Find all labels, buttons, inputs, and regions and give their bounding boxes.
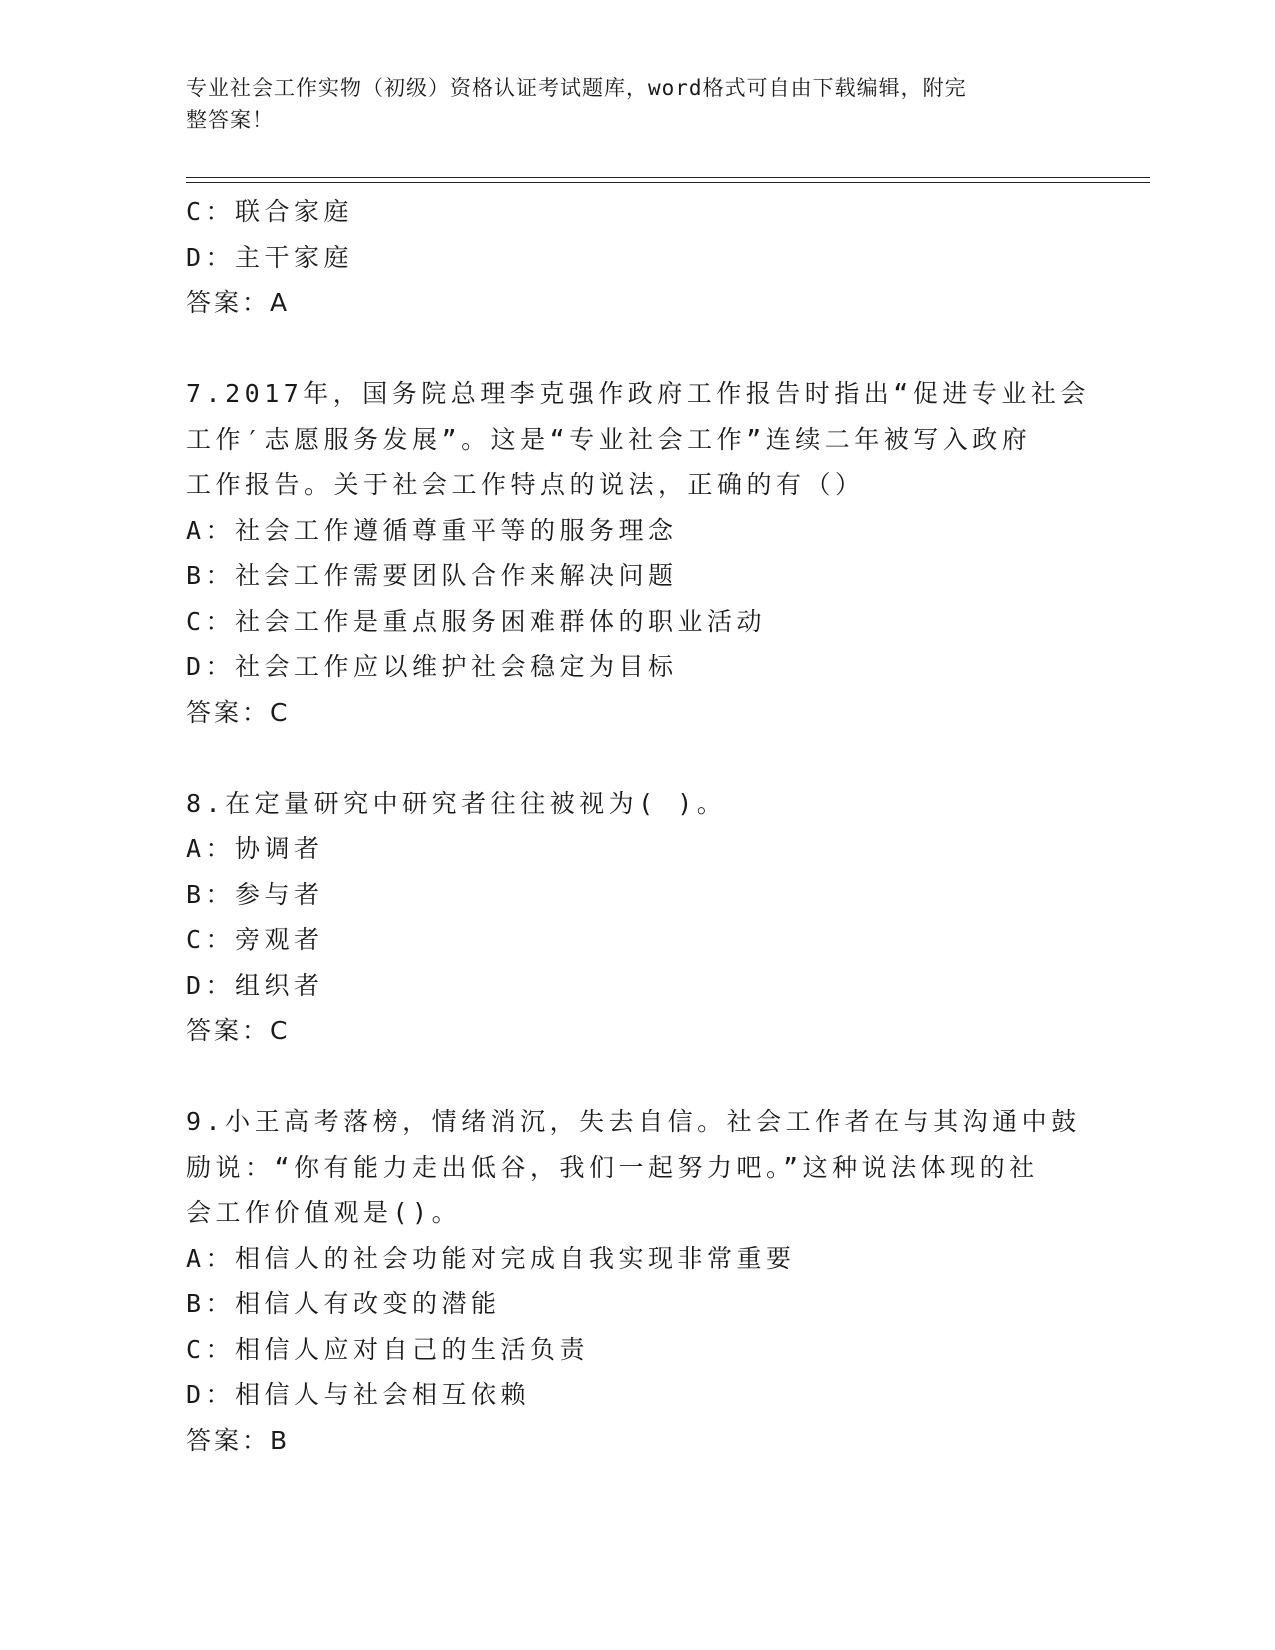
option-d: D：主干家庭 xyxy=(186,242,354,272)
question-stem: 8.在定量研究中研究者往往被视为( )。 xyxy=(186,788,727,818)
question-6-tail xyxy=(186,189,1086,326)
option-b: B：相信人有改变的潜能 xyxy=(186,1289,501,1318)
option-c: C：社会工作是重点服务困难群体的职业活动 xyxy=(186,606,767,636)
header-line-1: 专业社会工作实物（初级）资格认证考试题库，word格式可自由下载编辑，附完 xyxy=(186,76,967,100)
answer-line: 答案：C xyxy=(186,1016,291,1045)
header-divider-top xyxy=(186,177,1150,178)
answer-line: 答案：C xyxy=(186,697,291,727)
answer-line: 答案：B xyxy=(186,1425,291,1455)
question-stem: 7.2017年，国务院总理李克强作政府工作报告时指出“促进专业社会 xyxy=(186,379,1090,408)
option-c: C：旁观者 xyxy=(186,925,324,954)
option-b: B：参与者 xyxy=(186,879,324,909)
option-d: D：相信人与社会相互依赖 xyxy=(186,1380,531,1409)
question-stem: 9.小王高考落榜，情绪消沉，失去自信。社会工作者在与其沟通中鼓 xyxy=(186,1107,1081,1136)
option-c: C：联合家庭 xyxy=(186,197,354,226)
document-header xyxy=(186,72,1066,136)
question-8 xyxy=(186,781,1086,1054)
question-stem: 会工作价值观是()。 xyxy=(186,1198,462,1227)
option-a: A：协调者 xyxy=(186,834,324,863)
option-d: D：组织者 xyxy=(186,970,324,1000)
question-stem: 工作′志愿服务发展”。这是“专业社会工作”连续二年被写入政府 xyxy=(186,424,1032,454)
spacer xyxy=(186,326,1086,372)
question-9 xyxy=(186,1099,1086,1463)
spacer xyxy=(186,735,1086,781)
answer-line: 答案：A xyxy=(186,288,291,317)
question-stem: 工作报告。关于社会工作特点的说法，正确的有（） xyxy=(186,470,865,499)
spacer xyxy=(186,1054,1086,1100)
option-a: A：相信人的社会功能对完成自我实现非常重要 xyxy=(186,1243,796,1273)
option-d: D：社会工作应以维护社会稳定为目标 xyxy=(186,652,678,681)
header-line-2: 整答案！ xyxy=(186,108,274,132)
question-7 xyxy=(186,371,1090,735)
question-list xyxy=(186,189,1090,1463)
option-c: C：相信人应对自己的生活负责 xyxy=(186,1334,590,1364)
option-a: A：社会工作遵循尊重平等的服务理念 xyxy=(186,515,678,545)
header-divider-bottom xyxy=(186,182,1150,183)
option-b: B：社会工作需要团队合作来解决问题 xyxy=(186,561,678,590)
question-stem: 励说：“你有能力走出低谷，我们一起努力吧。”这种说法体现的社 xyxy=(186,1152,1039,1182)
